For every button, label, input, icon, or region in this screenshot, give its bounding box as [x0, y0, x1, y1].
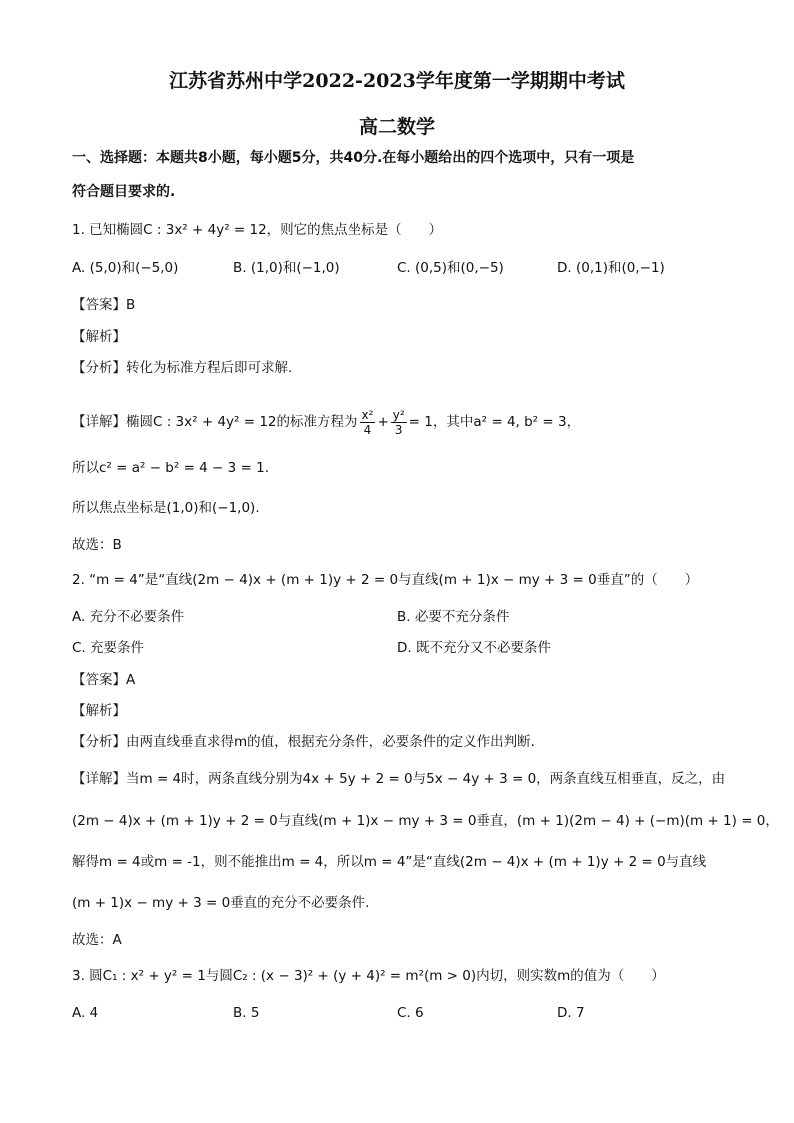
q1-option-a: A. (5,0)和(−5,0)	[72, 260, 179, 276]
q3-option-b: B. 5	[233, 1005, 260, 1021]
q2-option-b: B. 必要不充分条件	[397, 609, 510, 625]
q1-answer: 【答案】B	[72, 297, 136, 313]
question-3-stem: 3. 圆C₁ : x² + y² = 1与圆C₂ : (x − 3)² + (y + 4)² = m²(m > 0)内切，则实数m的值为（ ）	[72, 968, 665, 984]
q2-choice: 故选：A	[72, 932, 122, 948]
q1-detail: 【详解】椭圆C : 3x² + 4y² = 12的标准方程为 $\frac{\text{x²}}{4}$ + $\frac{\text{y²}}{3}$ = 1，其中a² = 4, b² = 3，	[72, 407, 581, 437]
q2-option-d: D. 既不充分又不必要条件	[397, 640, 551, 656]
q1-detail-suffix: = 1，其中a² = 4, b² = 3，	[408, 414, 581, 430]
q1-analysis: 【分析】转化为标准方程后即可求解.	[72, 360, 293, 376]
q2-option-c: C. 充要条件	[72, 640, 145, 656]
q3-option-a: A. 4	[72, 1005, 99, 1021]
q2-jiexi: 【解析】	[72, 703, 126, 719]
q2-option-a: A. 充分不必要条件	[72, 609, 185, 625]
q1-jiexi: 【解析】	[72, 329, 126, 345]
q2-answer: 【答案】A	[72, 672, 136, 688]
q2-analysis: 【分析】由两直线垂直求得m的值，根据充分条件，必要条件的定义作出判断.	[72, 734, 535, 750]
q1-option-c: C. (0,5)和(0,−5)	[397, 260, 504, 276]
q2-detail-line3: 解得m = 4或m = -1，则不能推出m = 4，所以m = 4”是“直线(2m − 4)x + (m + 1)y + 2 = 0与直线	[72, 854, 707, 870]
fraction-y2-3: $\frac{\text{y²}}{3}$	[392, 407, 405, 437]
q1-detail-line2: 所以c² = a² − b² = 4 − 3 = 1.	[72, 460, 270, 476]
q1-detail-prefix: 【详解】椭圆C : 3x² + 4y² = 12的标准方程为	[72, 414, 358, 430]
q1-option-d: D. (0,1)和(0,−1)	[557, 260, 665, 276]
q3-option-c: C. 6	[397, 1005, 424, 1021]
q2-detail-line1: 【详解】当m = 4时，两条直线分别为4x + 5y + 2 = 0与5x − 4y + 3 = 0，两条直线互相垂直，反之，由	[72, 771, 726, 787]
fraction-x2-4: $\frac{\text{x²}}{4}$	[361, 407, 374, 437]
page-subtitle: 高二数学	[358, 116, 435, 138]
question-2-stem: 2. “m = 4”是“直线(2m − 4)x + (m + 1)y + 2 = 0与直线(m + 1)x − my + 3 = 0垂直”的（ ）	[72, 572, 699, 588]
q2-detail-line4: (m + 1)x − my + 3 = 0垂直的充分不必要条件.	[72, 895, 370, 911]
section-header-cont: 符合题目要求的.	[72, 184, 176, 200]
q1-detail-line3: 所以焦点坐标是(1,0)和(−1,0).	[72, 500, 260, 516]
q3-option-d: D. 7	[557, 1005, 585, 1021]
q1-choice: 故选：B	[72, 537, 122, 553]
q1-option-b: B. (1,0)和(−1,0)	[233, 260, 340, 276]
q2-detail-line2: (2m − 4)x + (m + 1)y + 2 = 0与直线(m + 1)x − my + 3 = 0垂直，(m + 1)(2m − 4) + (−m)(m + 1) = 0，	[72, 813, 779, 829]
section-header: 一、选择题：本题共8小题，每小题5分，共40分.在每小题给出的四个选项中，只有一项是	[72, 150, 635, 166]
question-1-stem: 1. 已知椭圆C : 3x² + 4y² = 12，则它的焦点坐标是（ ）	[72, 222, 443, 238]
page-title: 江苏省苏州中学2022-2023学年度第一学期期中考试	[169, 70, 625, 92]
